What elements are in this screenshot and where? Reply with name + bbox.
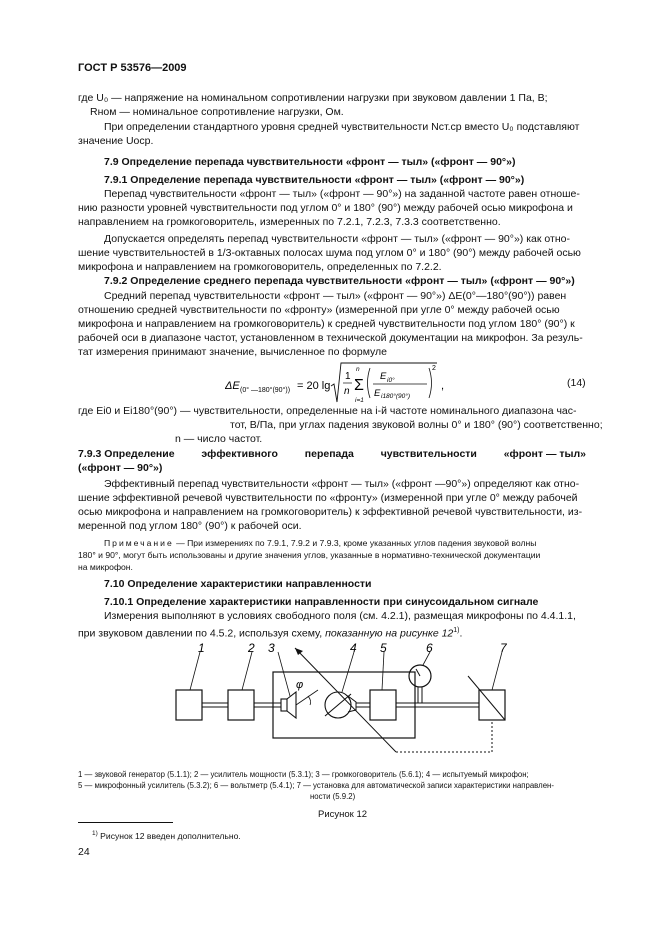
paragraph-line: микрофона и направлением на громкоговоритель, определенных по 7.2.2.	[78, 261, 442, 273]
subsection-heading-7-9-1: 7.9.1 Определение перепада чувствительности «фронт — тыл» («фронт — 90°»)	[104, 174, 525, 186]
svg-text:(0° —180°(90°)): (0° —180°(90°))	[240, 387, 291, 394]
paragraph-line: Эффективный перепад чувствительности «фронт — тыл» («фронт —90°») определяют как отно-	[104, 478, 580, 490]
paragraph-line: шение эффективной речевой чувствительности по «фронту» (измеренной при угле 0° между рабочей	[78, 492, 578, 504]
subsection-heading-7-9-3	[78, 448, 586, 461]
paragraph-line: Допускается определять перепад чувствительности «фронт — тыл» («фронт — 90°») как отно-	[104, 233, 570, 245]
heading-word: «фронт — тыл»	[503, 448, 586, 460]
paragraph-line: осью микрофона и направлением на громкоговоритель) к эффективной речевой чувствительности, из-	[78, 506, 583, 518]
paragraph-line: нию разности уровней чувствительности под углом 0° и 180° (90°) между рабочей осью микрофона и	[78, 202, 573, 214]
subsection-heading-7-9-2: 7.9.2 Определение среднего перепада чувствительности «фронт — тыл» («фронт — 90°»)	[104, 275, 575, 287]
document-header: ГОСТ Р 53576—2009	[78, 62, 187, 74]
paragraph-line: меренной под углом 180° (90°) к рабочей оси.	[78, 520, 302, 532]
svg-text:= 20 lg: = 20 lg	[297, 380, 331, 392]
note	[104, 538, 536, 549]
heading-word: 7.9.3 Определение	[78, 448, 175, 460]
heading-word: эффективного	[201, 448, 278, 460]
note-text: — При измерениях по 7.9.1, 7.9.2 и 7.9.3, кроме указанных углов падения звуковой волны	[176, 538, 537, 548]
figure-reference: показанную на рисунке 12	[325, 627, 454, 640]
angle-phi-label: φ	[296, 679, 304, 691]
section-heading-7-10: 7.10 Определение характеристики направленности	[104, 578, 372, 590]
where-line: тот, В/Па, при углах падения звуковой волны 0° и 180° (90°) соответственно;	[230, 419, 603, 431]
label-2: 2	[248, 641, 255, 655]
paragraph-line: шение чувствительностей в 1/3-октавных полосах шума под углом 0° и 180° (90°) между рабочей осью	[78, 247, 581, 259]
label-3: 3	[268, 641, 275, 655]
formula-14	[225, 360, 455, 406]
note-line: на микрофон.	[78, 562, 133, 572]
heading-word: чувствительности	[380, 448, 477, 460]
anechoic-chamber	[273, 672, 415, 738]
paragraph-line: отношению средней чувствительности по «фронту» (измеренной при угле 0° между рабочей осью	[78, 304, 560, 316]
paragraph-line: Измерения выполняют в условиях свободного поля (см. 4.2.1), размещая микрофоны по 4.4.1.1,	[104, 610, 576, 622]
footnote-marker: 1)	[453, 627, 460, 634]
paragraph-line: тат измерения принимают значение, вычисленное по формуле	[78, 346, 388, 358]
paragraph-line: Средний перепад чувствительности «фронт — тыл» («фронт — 90°») ΔE(0°—180°(90°)) равен	[104, 290, 567, 302]
figure-legend-line: 5 — микрофонный усилитель (5.3.2); 6 — вольтметр (5.4.1); 7 — установка для автоматической записи характеристики направлен-	[78, 781, 554, 790]
svg-text:2: 2	[432, 365, 436, 372]
footnote-rule	[78, 822, 173, 823]
subsection-heading-7-10-1: 7.10.1 Определение характеристики направленности при синусоидальном сигнале	[104, 596, 539, 608]
section-heading-7-9: 7.9 Определение перепада чувствительности «фронт — тыл» («фронт — 90°»)	[104, 156, 516, 168]
svg-text:,: ,	[441, 380, 445, 392]
svg-text:E: E	[380, 371, 387, 382]
microphone-amplifier-block	[370, 690, 396, 720]
label-4: 4	[350, 641, 357, 655]
where-line: где Ei0 и Ei180°(90°) — чувствительности, определенные на i-й частоте номинального диапазона час-	[78, 405, 577, 417]
label-6: 6	[426, 641, 433, 655]
svg-text:Σ: Σ	[354, 377, 364, 394]
heading-word: перепада	[304, 448, 354, 460]
generator-block	[176, 690, 202, 720]
paragraph-line: микрофона и направлением на громкоговоритель) к средней чувствительности под углом 180° (90°) к	[78, 318, 575, 330]
svg-text:i180°(90°): i180°(90°)	[381, 393, 411, 400]
footnote-text: Рисунок 12 введен дополнительно.	[100, 830, 241, 841]
footnote	[92, 828, 241, 842]
page-number: 24	[78, 846, 90, 858]
loudspeaker	[281, 699, 287, 711]
paragraph-line: при звуковом давлении по 4.5.2, используя схему, показанную на рисунке 12$^{1)}$.	[78, 627, 463, 640]
intro-line: При определении стандартного уровня средней чувствительности Nст.ср вместо U₀ подставляют	[104, 121, 580, 133]
svg-text:n: n	[356, 366, 360, 373]
paragraph-line: Перепад чувствительности «фронт — тыл» («фронт — 90°») на заданной частоте равен отноше-	[104, 188, 580, 200]
paragraph-line: рабочей оси в диапазоне частот, установленном в технической документации на микрофон. За резуль-	[78, 332, 583, 344]
amplifier-block	[228, 690, 254, 720]
where-line: n — число частот.	[175, 433, 263, 445]
svg-text:i0°: i0°	[387, 377, 395, 384]
svg-text:1: 1	[345, 371, 351, 382]
footnote-mark: 1)	[92, 830, 98, 837]
label-5: 5	[380, 641, 387, 655]
label-1: 1	[198, 641, 205, 655]
svg-text:ΔE: ΔE	[225, 380, 240, 392]
intro-line: значение Uоср.	[78, 135, 154, 147]
svg-text:i=1: i=1	[355, 397, 364, 404]
svg-text:E: E	[374, 388, 381, 399]
formula-number: (14)	[567, 377, 586, 389]
subsection-heading-7-9-3-cont: («фронт — 90°»)	[78, 462, 163, 474]
label-7: 7	[500, 641, 507, 655]
paragraph-line: направлением на громкоговоритель, измеренных по 7.2.1, 7.2.3, 7.3.3 соответственно.	[78, 216, 501, 228]
figure-caption: Рисунок 12	[318, 809, 368, 820]
note-label: Примечание	[104, 538, 174, 548]
figure-legend-line: ности (5.9.2)	[310, 792, 356, 801]
figure-12-diagram	[150, 640, 530, 760]
svg-text:n: n	[344, 386, 350, 397]
figure-legend-line: 1 — звуковой генератор (5.1.1); 2 — усилитель мощности (5.3.1); 3 — громкоговоритель (5.6.1); 4 — испытуемый микрофон;	[78, 770, 529, 779]
intro-line: Rном — номинальное сопротивление нагрузки, Ом.	[90, 106, 344, 118]
note-line: 180° и 90°, могут быть использованы и другие значения углов, указанные в нормативно-технической документации	[78, 550, 541, 560]
intro-line: где U₀ — напряжение на номинальном сопротивлении нагрузки при звуковом давлении 1 Па, В;	[78, 92, 548, 104]
